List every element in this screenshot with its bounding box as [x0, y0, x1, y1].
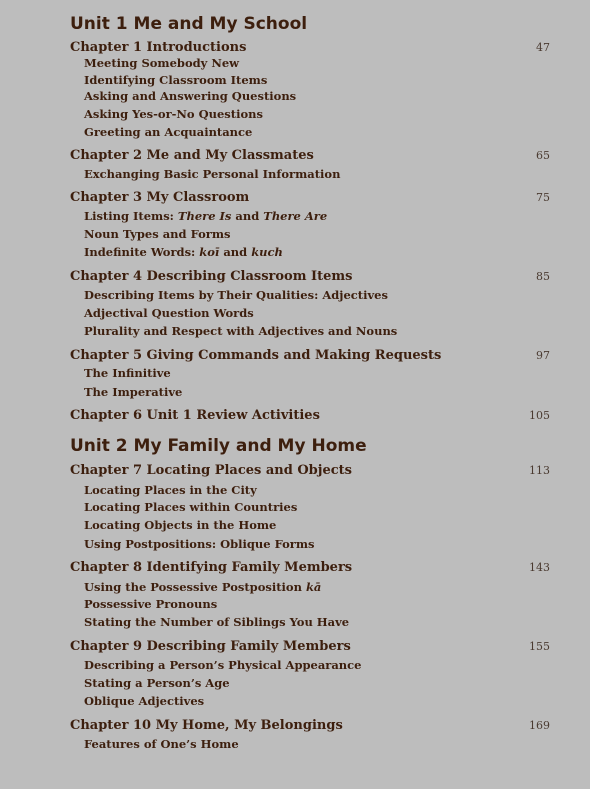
section-title	[84, 518, 276, 532]
section-title	[84, 167, 340, 181]
section-title	[84, 73, 267, 87]
section-title-part: Greeting an Acquaintance	[84, 125, 253, 139]
section-title	[84, 288, 388, 302]
section-title	[84, 500, 297, 514]
section-title-part: Possessive Pronouns	[84, 597, 218, 611]
section-title-part: Stating a Person’s Age	[84, 676, 230, 690]
section-title-part: Locating Places within Countries	[84, 500, 298, 514]
section-title	[84, 245, 283, 259]
chapter-title: Chapter 7 Locating Places and Objects	[70, 463, 352, 478]
chapter-title: Chapter 2 Me and My Classmates	[70, 148, 314, 163]
section-title	[84, 306, 254, 320]
section-title-part: koī	[199, 245, 220, 259]
section-title-part: Asking Yes-or-No Questions	[84, 107, 263, 121]
page-number: 113	[529, 464, 550, 477]
chapter-title: Chapter 10 My Home, My Belongings	[70, 718, 343, 733]
chapter-title: Chapter 6 Unit 1 Review Activities	[70, 408, 320, 423]
section-title	[84, 676, 230, 690]
section-title-part: and	[231, 209, 264, 223]
section-title	[84, 107, 263, 121]
section-title-part: Locating Objects in the Home	[84, 518, 277, 532]
section-title-part: Indefinite Words:	[84, 245, 200, 259]
section-title-part: kā	[305, 580, 322, 594]
section-title	[84, 615, 349, 629]
section-title-part: Locating Places in the City	[84, 483, 257, 497]
section-title	[84, 227, 231, 241]
chapter-title: Chapter 1 Introductions	[70, 40, 247, 55]
section-title-part: Features of One’s Home	[84, 737, 239, 751]
section-title	[84, 597, 217, 611]
section-title-part: Identifying Classroom Items	[84, 73, 268, 87]
chapter-title: Chapter 9 Describing Family Members	[70, 639, 351, 654]
section-title-part: Using Postpositions: Oblique Forms	[84, 537, 315, 551]
section-title-part: Noun Types and Forms	[84, 227, 231, 241]
section-title	[84, 580, 321, 594]
section-title-part: Describing a Person’s Physical Appearance	[84, 658, 362, 672]
section-title-part: There Are	[263, 209, 328, 223]
section-title	[84, 89, 296, 103]
unit-title: Unit 2 My Family and My Home	[70, 436, 367, 456]
section-title-part: Stating the Number of Siblings You Have	[84, 615, 350, 629]
section-title	[84, 56, 239, 70]
section-title	[84, 737, 239, 751]
page-number: 85	[536, 270, 550, 283]
page-number: 65	[536, 149, 550, 162]
section-title-part: There Is	[177, 209, 232, 223]
section-title	[84, 324, 397, 338]
section-title	[84, 125, 252, 139]
chapter-title: Chapter 3 My Classroom	[70, 190, 250, 205]
section-title	[84, 483, 257, 497]
chapter-title: Chapter 5 Giving Commands and Making Requests	[70, 348, 442, 363]
chapter-title: Chapter 4 Describing Classroom Items	[70, 269, 353, 284]
section-title-part: The Infinitive	[84, 366, 171, 380]
section-title-part: Describing Items by Their Qualities: Adjectives	[84, 288, 388, 302]
section-title	[84, 366, 171, 380]
section-title	[84, 694, 204, 708]
page-number: 143	[529, 561, 550, 574]
page-number: 169	[529, 719, 550, 732]
section-title-part: Plurality and Respect with Adjectives and Nouns	[84, 324, 398, 338]
page-number: 155	[529, 640, 550, 653]
page-number: 47	[536, 41, 550, 54]
section-title-part: Listing Items:	[84, 209, 178, 223]
page-number: 75	[536, 191, 550, 204]
section-title	[84, 658, 362, 672]
unit-title: Unit 1 Me and My School	[70, 14, 308, 34]
page-number: 97	[536, 349, 550, 362]
section-title-part: Exchanging Basic Personal Information	[84, 167, 341, 181]
section-title	[84, 209, 327, 223]
section-title-part: The Imperative	[84, 385, 183, 399]
section-title	[84, 385, 182, 399]
section-title-part: kuch	[251, 245, 283, 259]
section-title-part: Oblique Adjectives	[84, 694, 205, 708]
section-title-part: Asking and Answering Questions	[84, 89, 297, 103]
section-title-part: Meeting Somebody New	[84, 56, 240, 70]
section-title-part: Using the Possessive Postposition	[84, 580, 306, 594]
section-title-part: Adjectival Question Words	[84, 306, 254, 320]
chapter-title: Chapter 8 Identifying Family Members	[70, 560, 353, 575]
section-title	[84, 537, 315, 551]
section-title-part: and	[219, 245, 252, 259]
page-number: 105	[529, 409, 550, 422]
